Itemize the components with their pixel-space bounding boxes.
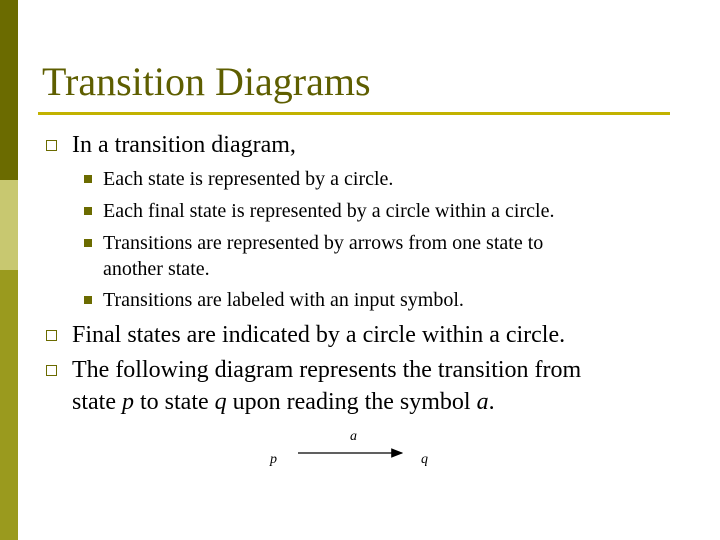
bullet-text-continuation: state p to state q upon reading the symbol a. — [72, 389, 495, 415]
state-p-label: p — [270, 452, 277, 467]
sub-bullet-text: Transitions are labeled with an input symbol. — [103, 289, 464, 311]
sub-bullet-text: Each final state is represented by a circle within a circle. — [103, 200, 555, 222]
slide-title: Transition Diagrams — [42, 59, 371, 104]
transition-symbol-label: a — [350, 429, 357, 444]
sub-bullet-text: Each state is represented by a circle. — [103, 168, 394, 190]
bullet-text: In a transition diagram, — [72, 132, 296, 158]
bullet-text: The following diagram represents the transition from — [72, 357, 582, 383]
bullet-text: Final states are indicated by a circle within a circle. — [72, 322, 566, 348]
sub-bullet-text: Transitions are represented by arrows from one state to — [103, 232, 544, 254]
state-q-label: q — [421, 452, 428, 467]
sub-bullet-text-continuation: another state. — [103, 258, 210, 280]
